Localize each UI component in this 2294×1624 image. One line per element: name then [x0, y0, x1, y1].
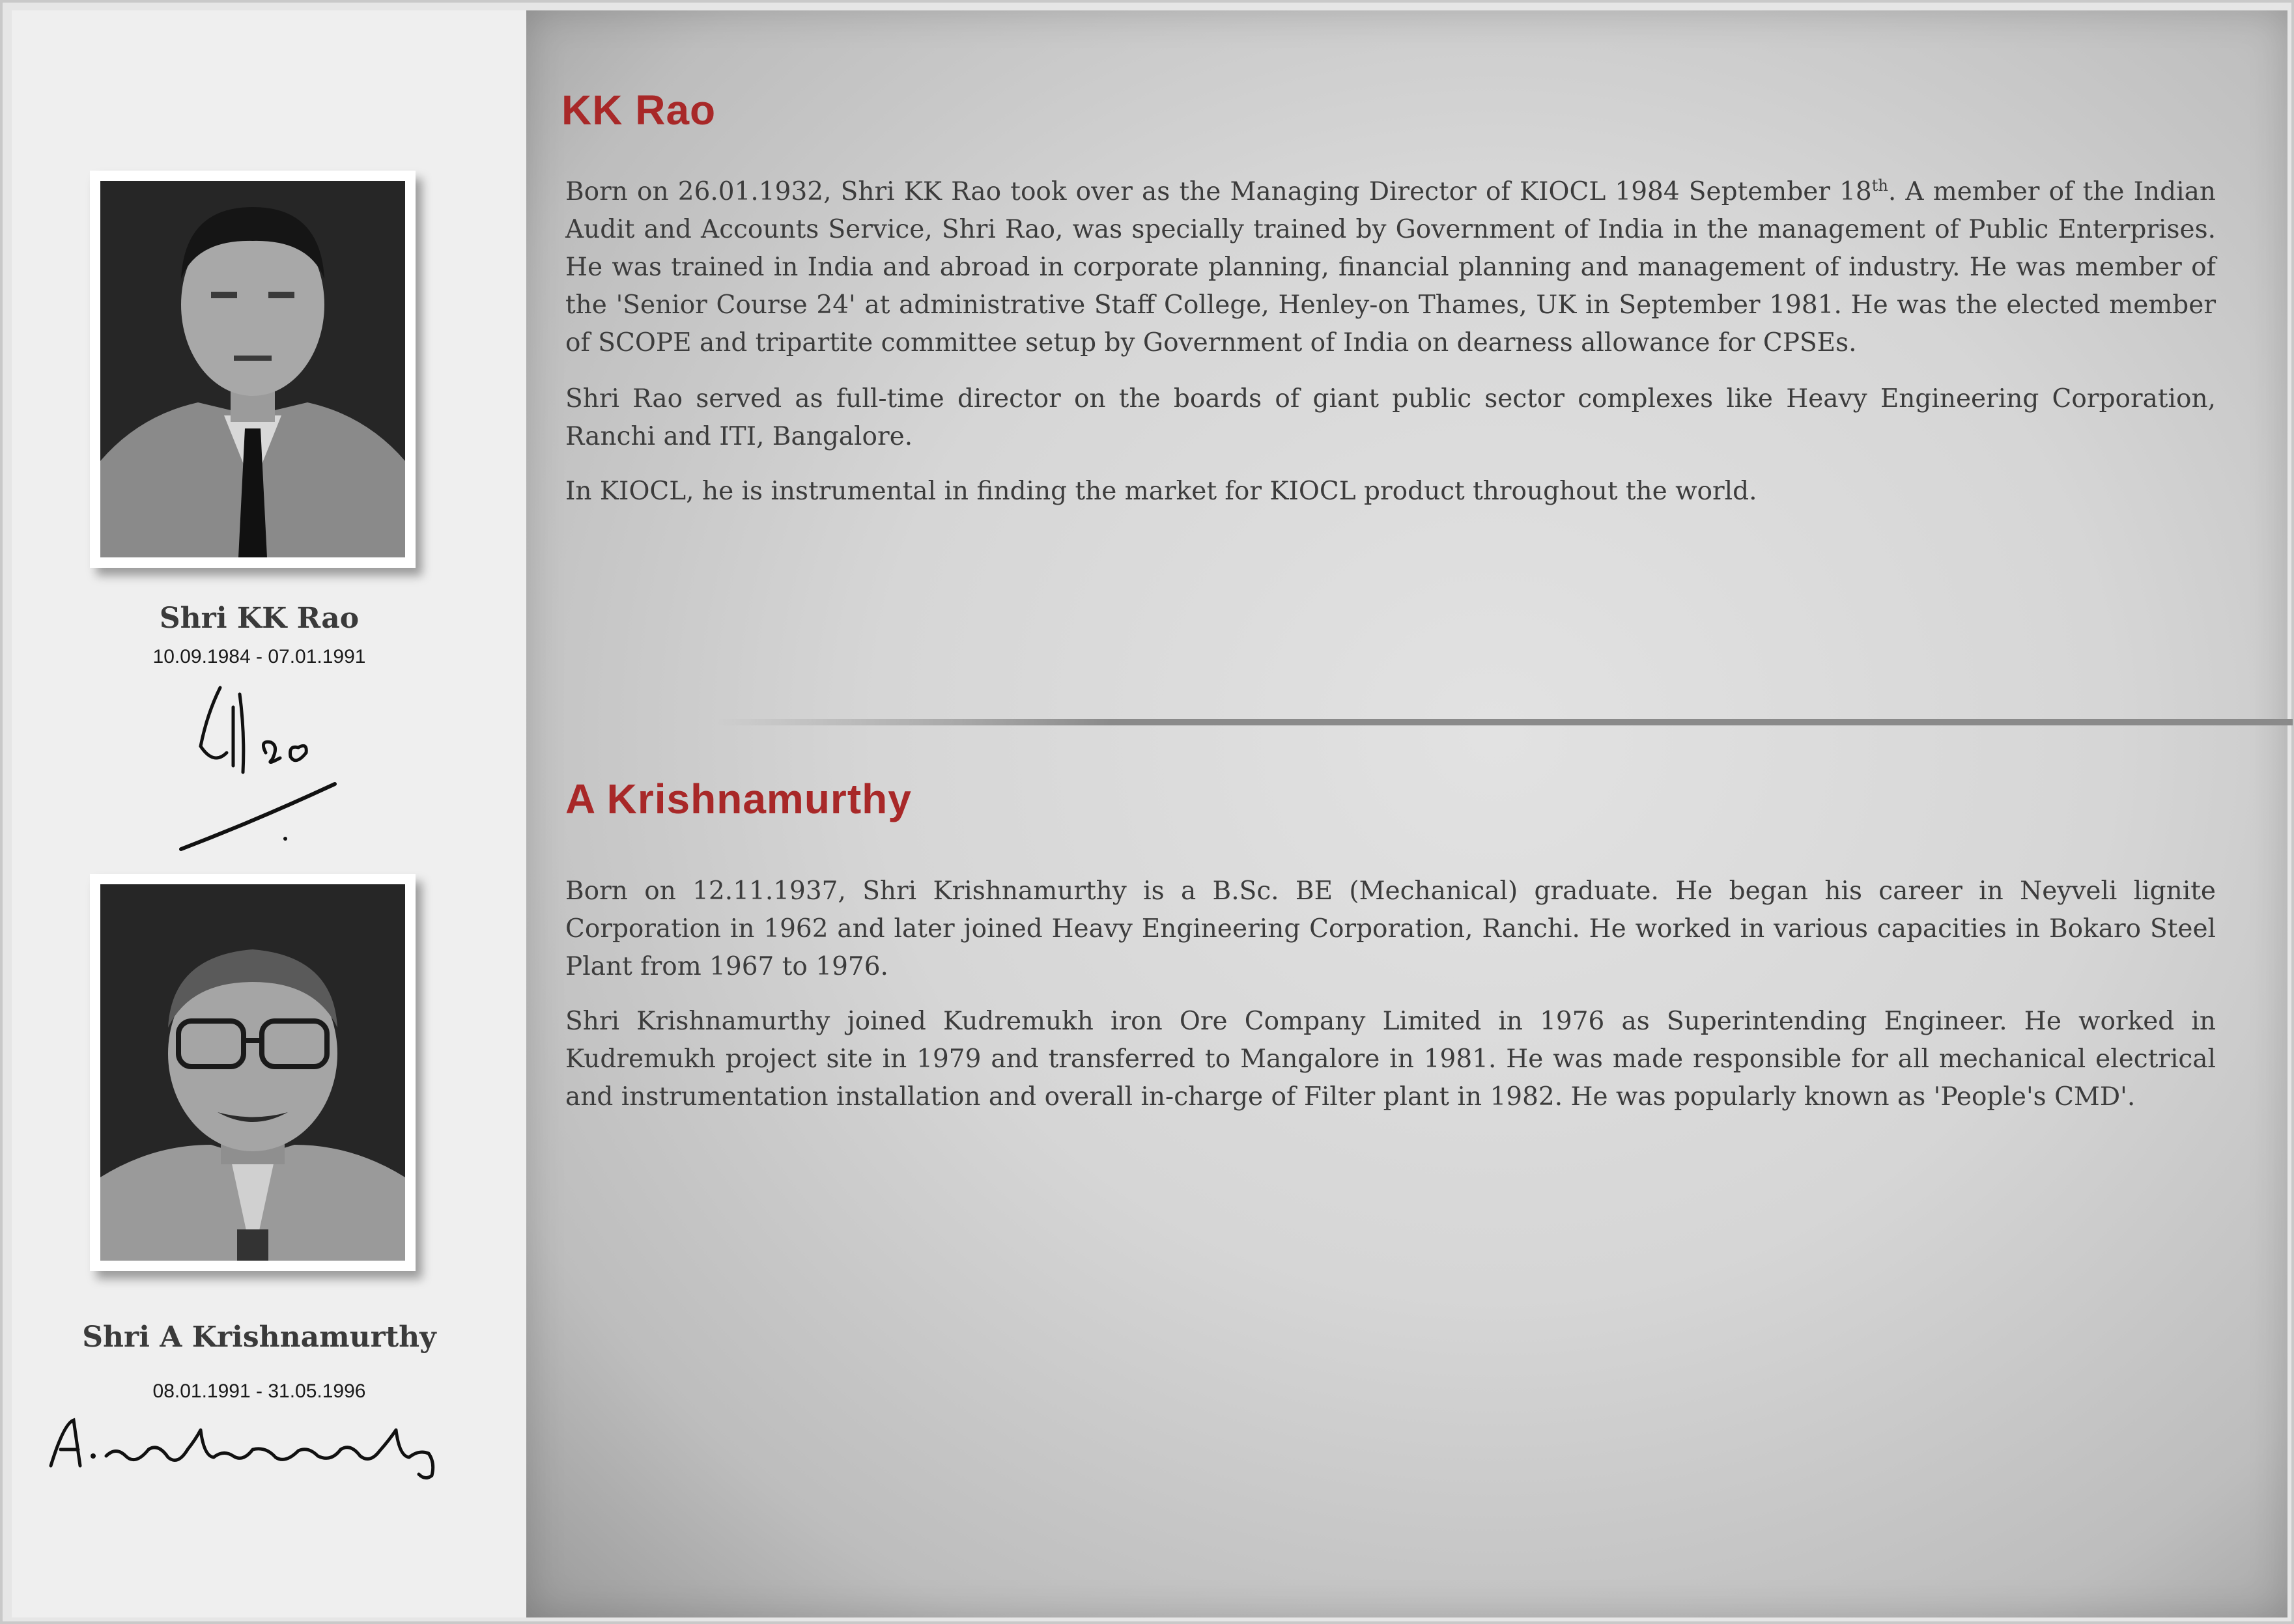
- tenure-dates-a-krishnamurthy: 08.01.1991 - 31.05.1996: [152, 1380, 366, 1402]
- signature-kk-rao-image: [168, 675, 350, 857]
- portrait-a-krishnamurthy-image: [100, 884, 405, 1261]
- ordinal-suffix: th: [1871, 176, 1888, 195]
- paragraph-kk-rao-1-text-cont: . A member of the Indian Audit and Accounts Service, Shri Rao, was specially trained by Government of India in the management of Public Enterprises. He was trained in India and abroad in corporate planning, financial planning and management of industry. He was member of the 'Senior Course 24' at administrative Staff College, Henley-on Thames, UK in September 1981. He was the elected member of SCOPE and tripartite committee setup by Government of India on dearness allowance for CPSEs.: [565, 177, 2216, 357]
- person-name-a-krishnamurthy: Shri A Krishnamurthy: [82, 1321, 436, 1354]
- paragraph-a-krishnamurthy-2: Shri Krishnamurthy joined Kudremukh iron Ore Company Limited in 1976 as Superintending Engineer. He worked in Kudremukh project site in 1979 and transferred to Mangalore in 1981. He was made responsible for all mechanical electrical and instrumentation installation and overall in-charge of Filter plant in 1982. He was popularly known as 'People's CMD'.: [565, 1007, 2216, 1112]
- paragraph-a-krishnamurthy-1: Born on 12.11.1937, Shri Krishnamurthy is a B.Sc. BE (Mechanical) graduate. He began his career in Neyveli lignite Corporation in 1962 and later joined Heavy Engineering Corporation, Ranchi. He worked in various capacities in Bokaro Steel Plant from 1967 to 1976.: [565, 876, 2216, 981]
- signature-a-krishnamurthy: [44, 1410, 455, 1482]
- photo-frame-kk-rao: [90, 171, 416, 568]
- section-heading-a-krishnamurthy: A Krishnamurthy: [565, 776, 912, 822]
- paragraph-kk-rao-3: In KIOCL, he is instrumental in finding the market for KIOCL product throughout the world.: [565, 477, 1757, 506]
- paragraph-kk-rao-2: Shri Rao served as full-time director on the boards of giant public sector complexes like Heavy Engineering Corporation, Ranchi and ITI, Bangalore.: [565, 384, 2216, 451]
- tenure-dates-kk-rao: 10.09.1984 - 07.01.1991: [152, 646, 366, 667]
- signature-a-krishnamurthy-image: [44, 1410, 455, 1482]
- portrait-photo-kk-rao: [100, 181, 405, 557]
- paragraph-kk-rao-1-text: Born on 26.01.1932, Shri KK Rao took over as the Managing Director of KIOCL 1984 September 18: [565, 177, 1872, 206]
- section-heading-kk-rao: KK Rao: [561, 87, 716, 133]
- signature-kk-rao: [168, 675, 350, 857]
- portrait-photo-a-krishnamurthy: [100, 884, 405, 1261]
- photo-frame-a-krishnamurthy: [90, 874, 416, 1271]
- portrait-kk-rao-image: [100, 181, 405, 557]
- person-name-kk-rao: Shri KK Rao: [159, 602, 360, 635]
- section-divider: [716, 719, 2293, 725]
- sidebar: [12, 10, 526, 1617]
- paragraph-kk-rao-1: [565, 173, 2216, 362]
